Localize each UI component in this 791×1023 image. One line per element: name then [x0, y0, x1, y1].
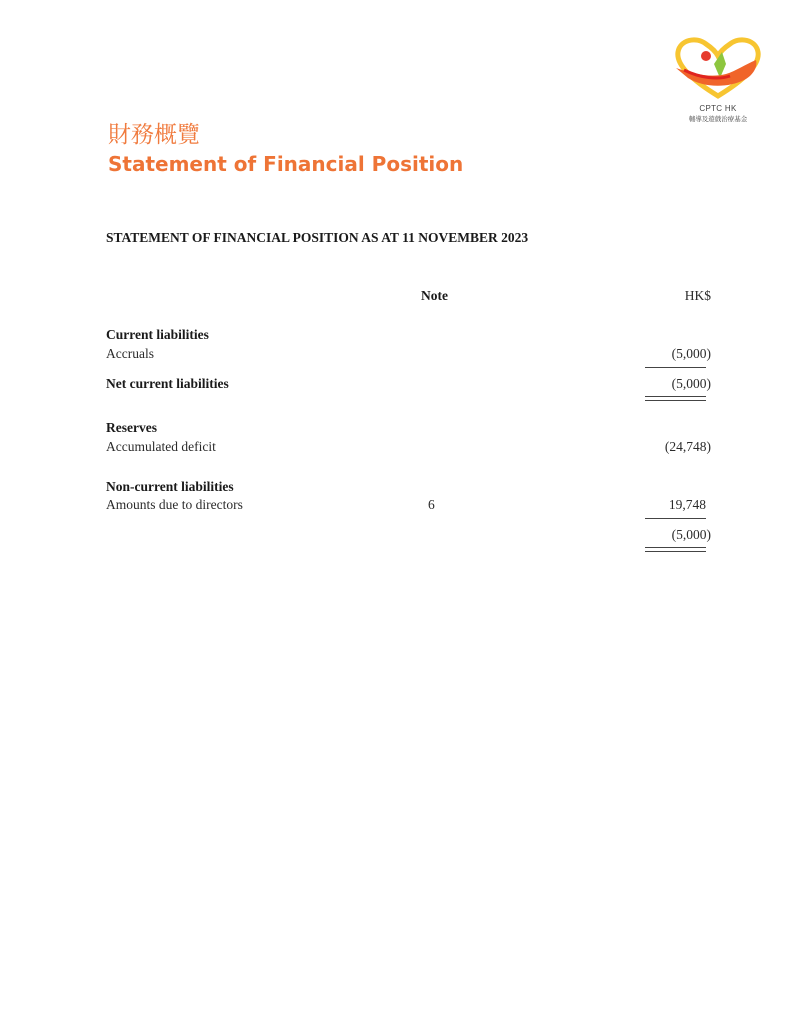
row-label-accumulated-deficit: Accumulated deficit	[106, 439, 216, 454]
row-value-accruals: (5,000)	[671, 346, 711, 361]
section-non-current-liabilities: Non-current liabilities	[106, 479, 234, 494]
section-reserves: Reserves	[106, 420, 157, 435]
row-value-net-current-liabilities: (5,000)	[671, 376, 711, 391]
total-double-rule	[645, 396, 706, 401]
total-double-rule	[645, 547, 706, 552]
row-value-amounts-due-to-directors: 19,748	[668, 497, 706, 512]
cptc-logo	[670, 34, 766, 124]
column-header-note: Note	[421, 288, 448, 303]
row-value-accumulated-deficit: (24,748)	[664, 439, 711, 454]
subtotal-rule	[645, 518, 706, 519]
page-title-chinese: 財務概覽	[108, 122, 200, 148]
row-note-amounts-due-to-directors: 6	[428, 497, 435, 512]
row-label-amounts-due-to-directors: Amounts due to directors	[106, 497, 243, 512]
logo-chinese-name: 輔導及遊戲治療基金	[688, 116, 748, 123]
row-label-accruals: Accruals	[106, 346, 154, 361]
logo-name: CPTC HK	[699, 104, 737, 113]
subtotal-rule	[645, 367, 706, 368]
statement-heading: STATEMENT OF FINANCIAL POSITION AS AT 11 NOVEMBER 2023	[106, 230, 529, 245]
row-label-net-current-liabilities: Net current liabilities	[106, 376, 229, 391]
page-title: Statement of Financial Position	[108, 152, 464, 176]
row-value-total: (5,000)	[671, 527, 711, 542]
heart-hand-icon	[670, 34, 766, 104]
section-current-liabilities: Current liabilities	[106, 327, 209, 342]
column-header-currency: HK$	[684, 288, 711, 303]
